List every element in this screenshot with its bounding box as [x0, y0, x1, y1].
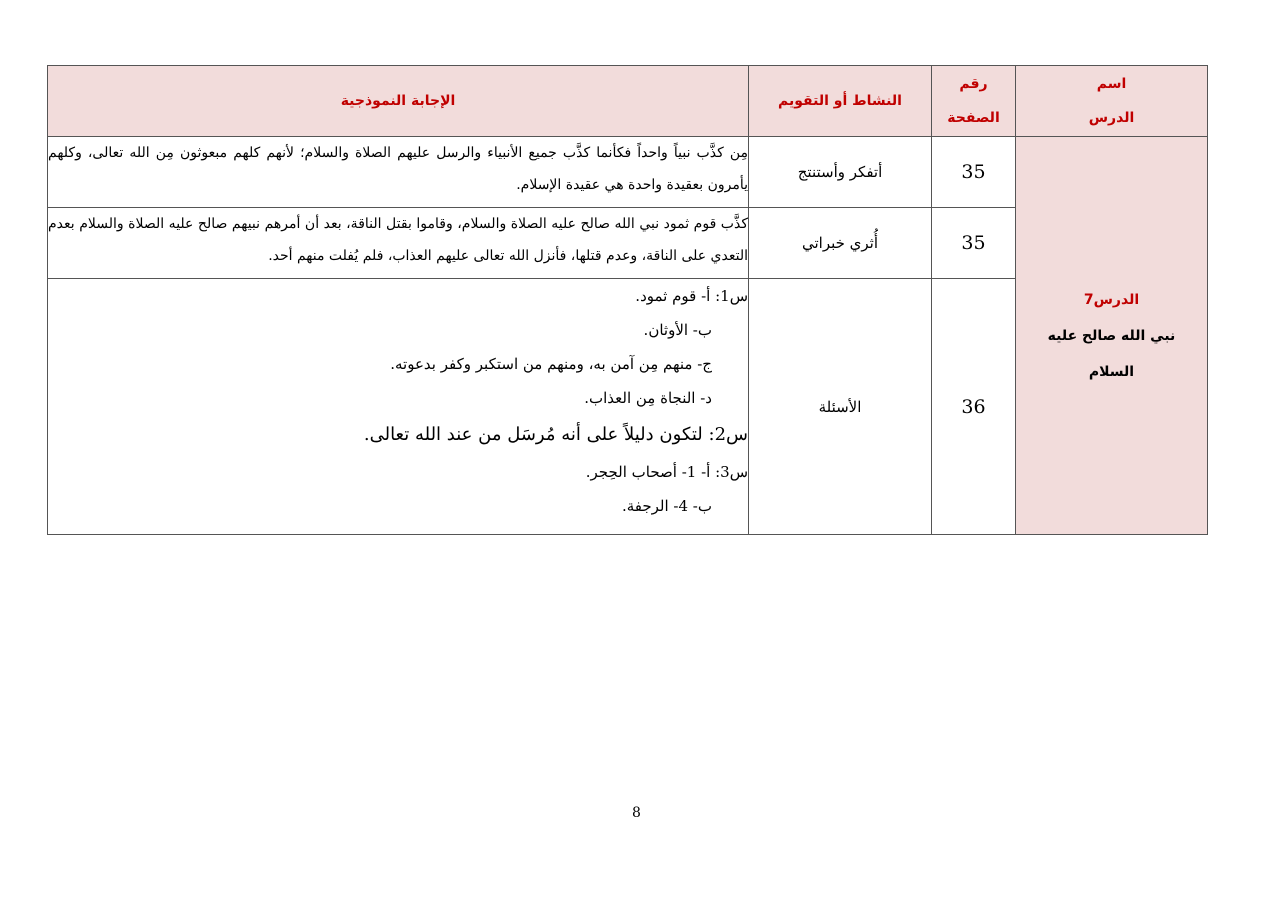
header-lesson-name-line2: الدرس [1088, 110, 1135, 126]
header-page-number-line2: الصفحة [947, 110, 1000, 126]
page-number-footer: 8 [632, 805, 641, 821]
activity-cell: الأسئلة [749, 279, 932, 535]
header-page-number-line1: رقم [959, 76, 988, 92]
table-row [48, 137, 1208, 208]
header-lesson-name [1016, 66, 1208, 137]
page-number-cell: 36 [932, 279, 1016, 535]
header-activity: النشاط أو التقويم [749, 66, 932, 137]
activity-cell: أُثري خبراتي [749, 208, 932, 279]
answer-cell: كذَّب قوم ثمود نبي الله صالح عليه الصلاة والسلام، وقاموا بقتل الناقة، بعد أن أمرهم نبيهم صالح عليه الصلاة والسلام بعدم التعدي على الناقة، وعدم قتلها، فأنزل الله تعالى عليهم العذاب، فلم يُفلت منهم أحد. [48, 208, 749, 279]
lesson-number: الدرس7 [1083, 291, 1140, 308]
answer-list-cell [48, 279, 749, 535]
header-row [48, 66, 1208, 137]
header-lesson-name-line1: اسم [1096, 76, 1127, 92]
answer-cell: مِن كذَّب نبياً واحداً فكأنما كذَّب جميع الأنبياء والرسل عليهم الصلاة والسلام؛ لأنهم كلهم مبعوثون مِن الله تعالى، وكلهم يأمرون بعقيدة واحدة هي عقيدة الإسلام. [48, 137, 749, 208]
page-number-cell: 35 [932, 137, 1016, 208]
lesson-answers-table [47, 65, 1208, 535]
header-page-number [932, 66, 1016, 137]
activity-cell: أتفكر وأستنتج [749, 137, 932, 208]
answer-line-q1d: د- النجاة مِن العذاب. [584, 389, 712, 407]
answer-line-q1a: س1: أ- قوم ثمود. [635, 287, 748, 305]
lesson-title: نبي الله صالح عليه السلام [1047, 327, 1176, 380]
answer-line-q3a: س3: أ- 1- أصحاب الحِجر. [585, 463, 748, 481]
lesson-name-cell [1016, 137, 1208, 535]
header-answer: الإجابة النموذجية [48, 66, 749, 137]
answer-line-q1c: ج- منهم مِن آمن به، ومنهم من استكبر وكفر بدعوته. [390, 355, 712, 373]
answer-line-q2: س2: لتكون دليلاً على أنه مُرسَل من عند الله تعالى. [363, 424, 748, 445]
page-number-cell: 35 [932, 208, 1016, 279]
answer-line-q3b: ب- 4- الرجفة. [621, 497, 712, 515]
answer-line-q1b: ب- الأوثان. [643, 321, 712, 339]
